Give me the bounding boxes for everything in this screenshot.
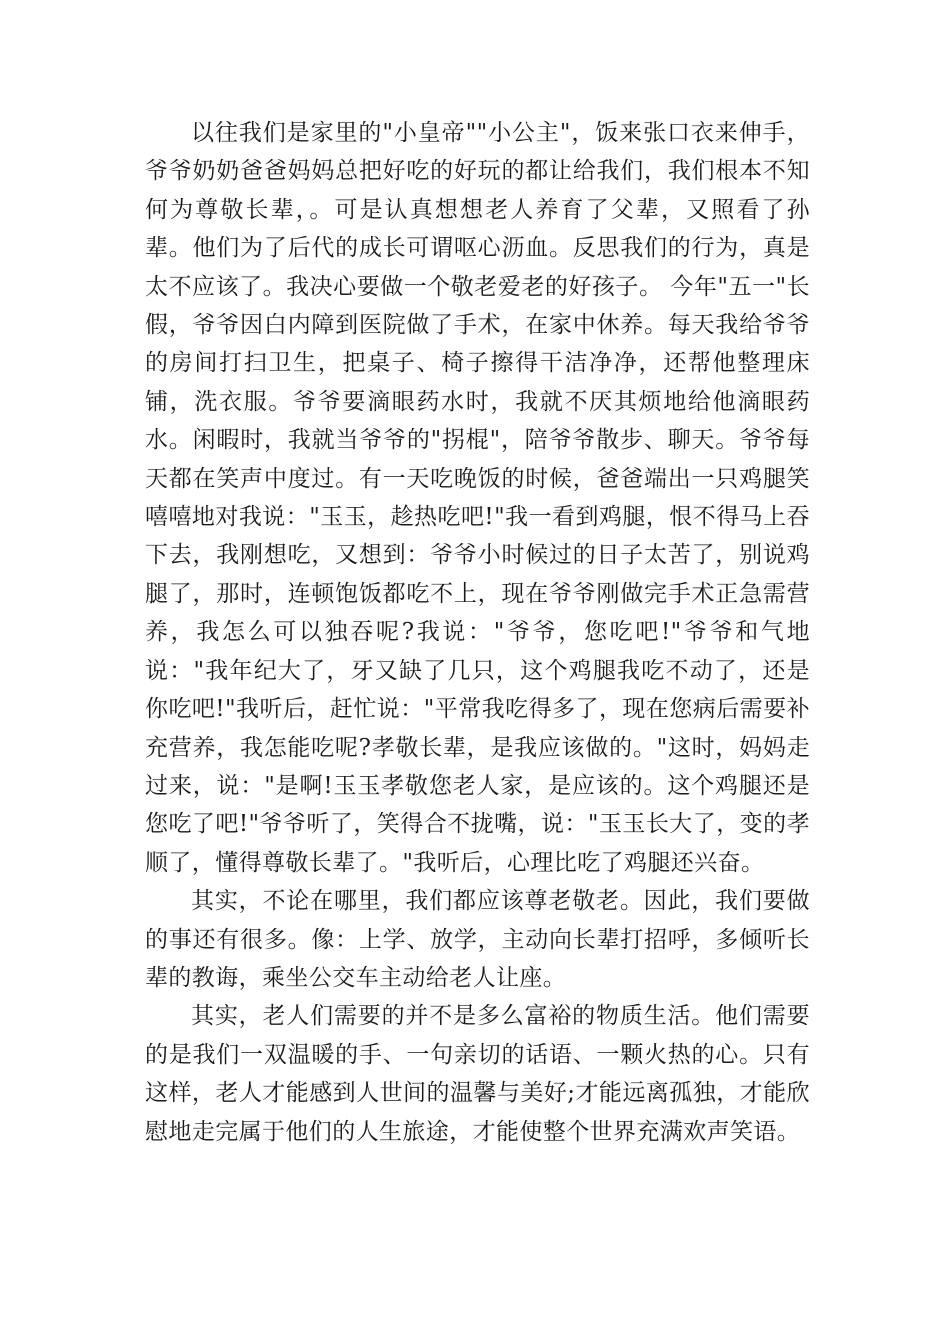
paragraph-1: 以往我们是家里的"小皇帝""小公主"，饭来张口衣来伸手，爷爷奶奶爸爸妈妈总把好吃的好玩的都让给我们，我们根本不知何为尊敬长辈，。可是认真想想老人养育了父辈，又照看了孙辈。他们为了后代的成长可谓呕心沥血。反思我们的行为，真是太不应该了。我决心要做一个敬老爱老的好孩子。 今年"五一"长假，爷爷因白内障到医院做了手术，在家中休养。每天我给爷爷的房间打扫卫生，把桌子、椅子擦得干洁净净，还帮他整理床铺，洗衣服。爷爷要滴眼药水时，我就不厌其烦地给他滴眼药水。闲暇时，我就当爷爷的"拐棍"，陪爷爷散步、聊天。爷爷每天都在笑声中度过。有一天吃晚饭的时候，爸爸端出一只鸡腿笑嘻嘻地对我说："玉玉，趁热吃吧!"我一看到鸡腿，恨不得马上吞下去，我刚想吃，又想到：爷爷小时候过的日子太苦了，别说鸡腿了，那时，连顿饱饭都吃不上，现在爷爷刚做完手术正急需营养，我怎么可以独吞呢?我说："爷爷，您吃吧!"爷爷和气地说："我年纪大了，牙又缺了几只，这个鸡腿我吃不动了，还是你吃吧!"我听后，赶忙说："平常我吃得多了，现在您病后需要补充营养，我怎能吃呢?孝敬长辈，是我应该做的。"这时，妈妈走过来，说："是啊!玉玉孝敬您老人家，是应该的。这个鸡腿还是您吃了吧!"爷爷听了，笑得合不拢嘴，说："玉玉长大了，变的孝顺了，懂得尊敬长辈了。"我听后，心理比吃了鸡腿还兴奋。 xyxy=(145,120,810,876)
essay-body xyxy=(145,114,810,1151)
paragraph-2: 其实，不论在哪里，我们都应该尊老敬老。因此，我们要做的事还有很多。像：上学、放学，主动向长辈打招呼，多倾听长辈的教诲，乘坐公交车主动给老人让座。 xyxy=(145,888,810,991)
paragraph-3: 其实，老人们需要的并不是多么富裕的物质生活。他们需要的是我们一双温暖的手、一句亲切的话语、一颗火热的心。只有这样，老人才能感到人世间的温馨与美好;才能远离孤独，才能欣慰地走完属于他们的人生旅途，才能使整个世界充满欢声笑语。 xyxy=(145,1003,810,1145)
